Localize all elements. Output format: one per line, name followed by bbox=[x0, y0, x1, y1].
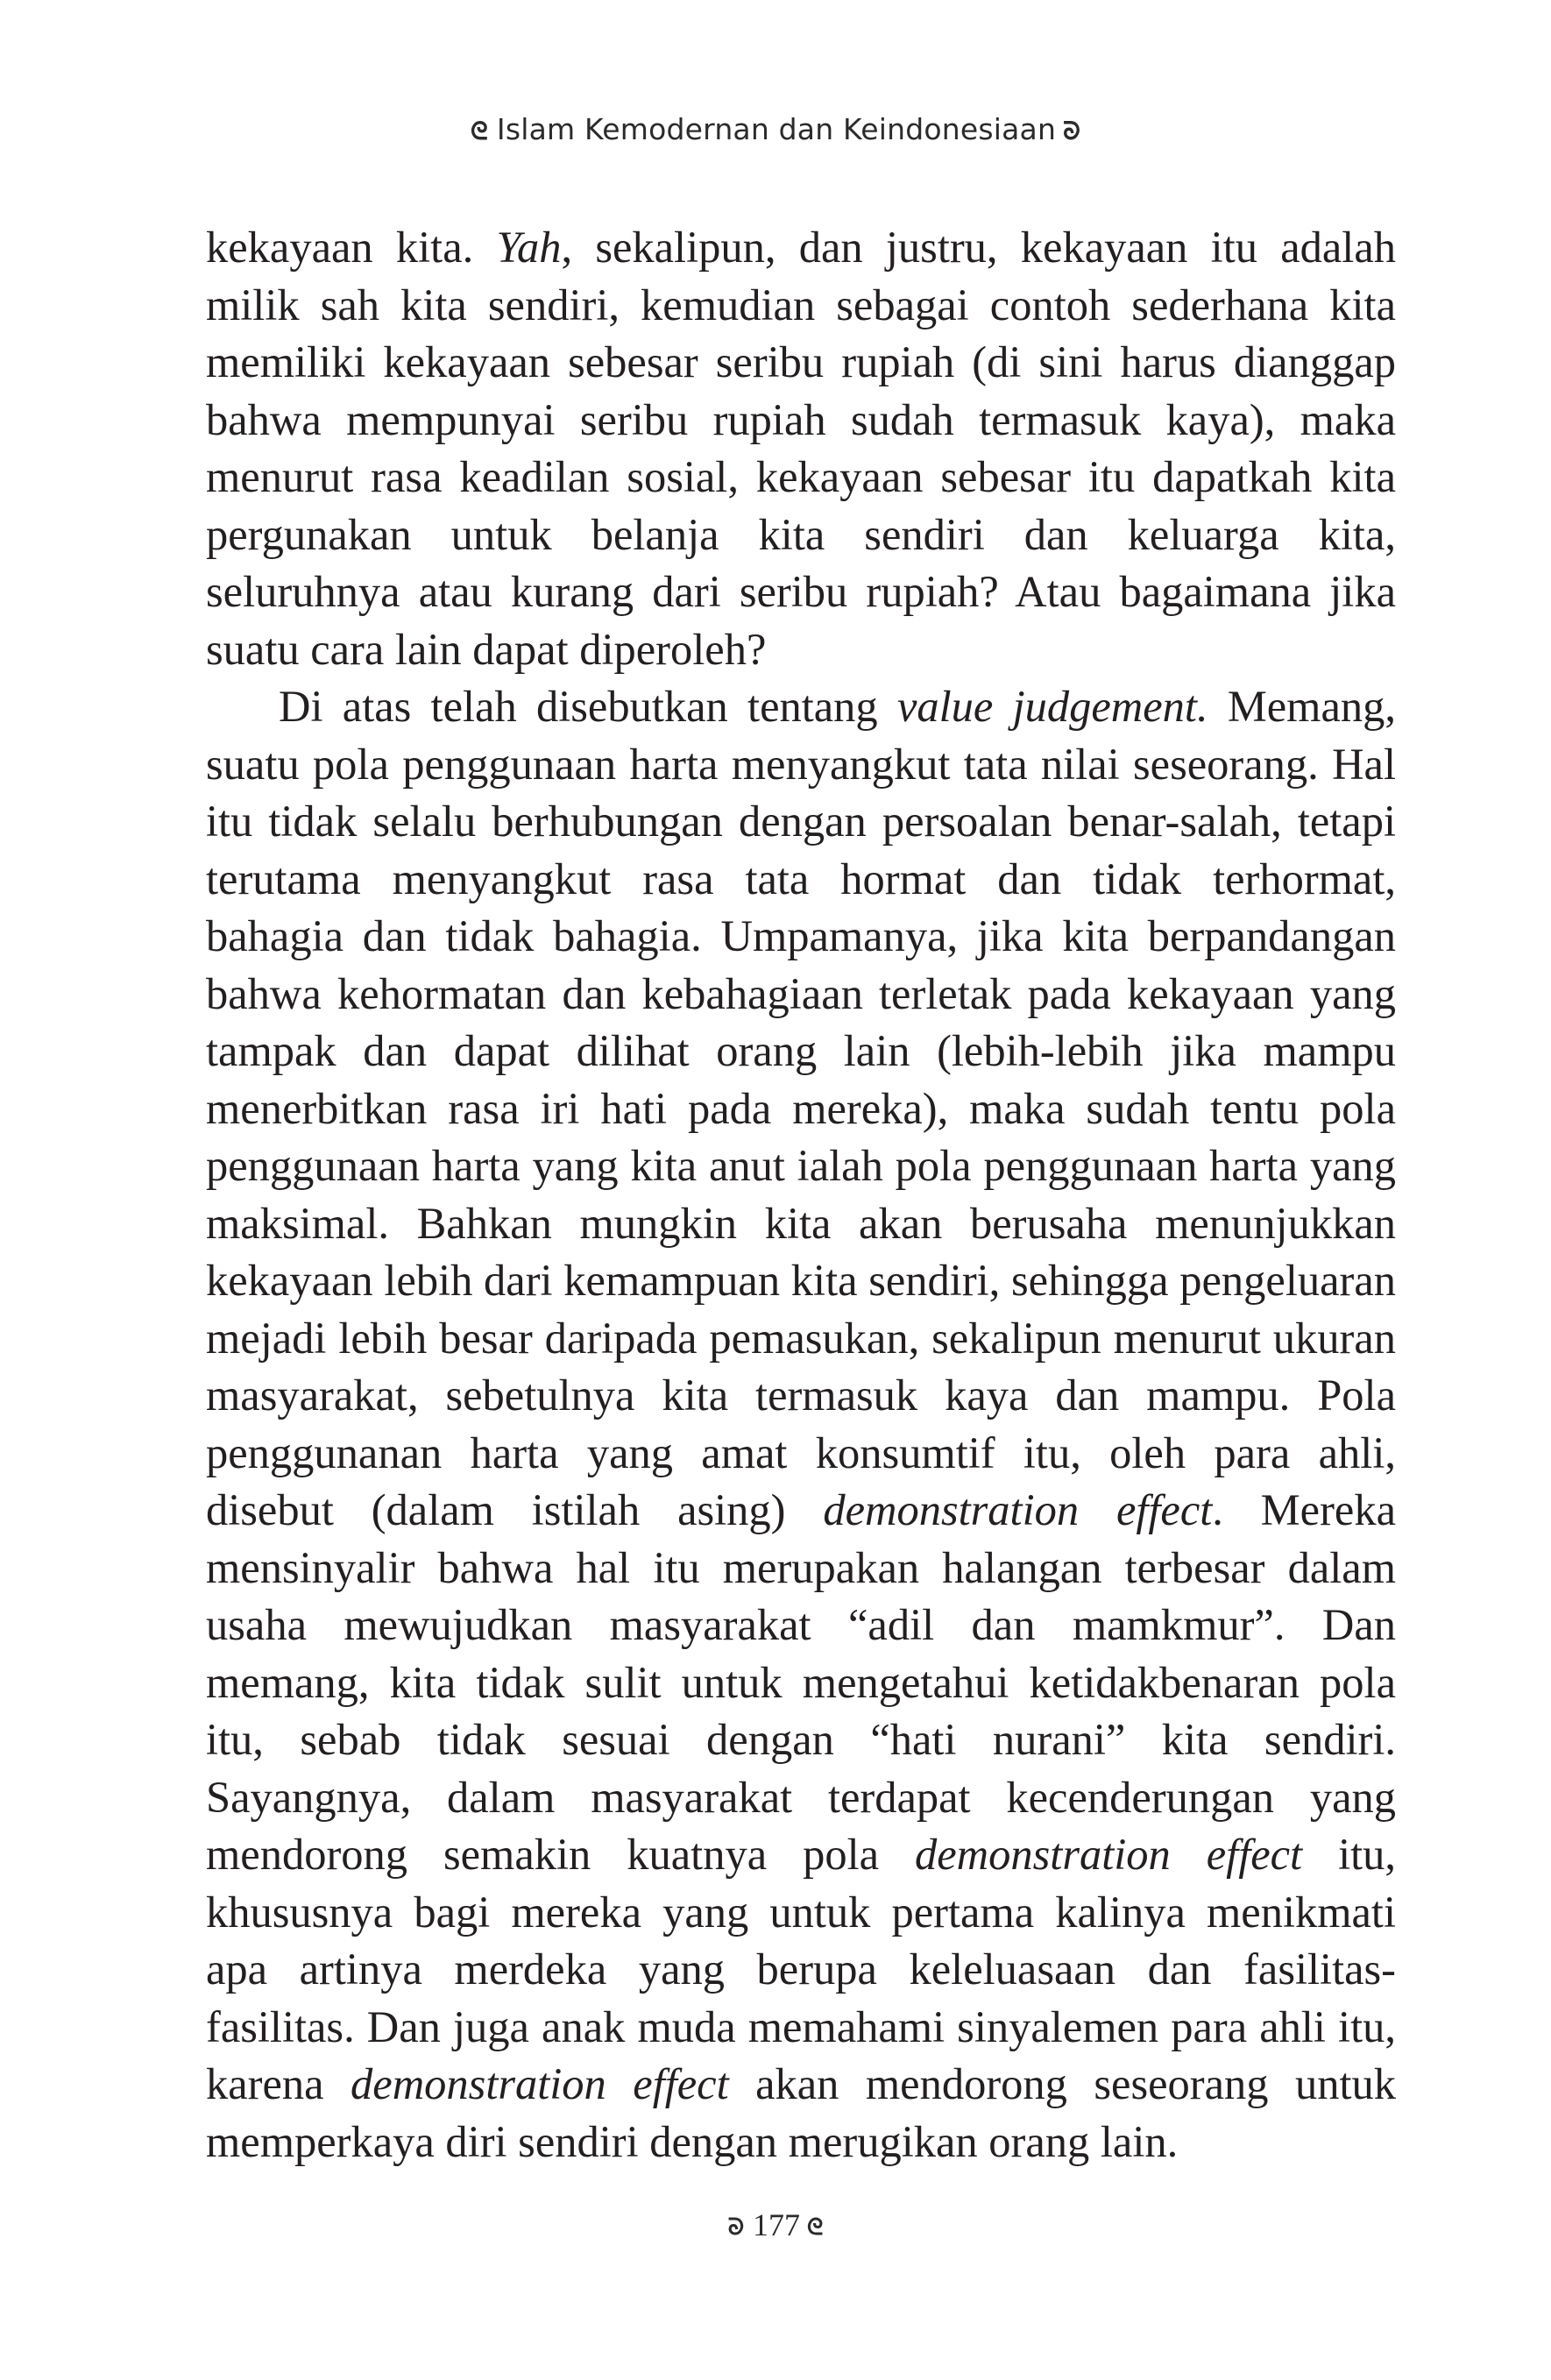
ornament-right-icon: ᘓ bbox=[807, 2214, 824, 2242]
paragraph bbox=[206, 678, 1396, 2171]
ornament-left-icon: ᘐ bbox=[727, 2214, 744, 2242]
text-segment: , sekalipun, dan justru, kekayaan itu adalah milik sah kita sendiri, kemudian sebagai contoh sederhana kita memiliki kekayaan sebesar seribu rupiah (di sini harus dianggap bahwa mempunyai seribu rupiah sudah termasuk kaya), maka menurut rasa keadilan sosial, kekayaan sebesar itu dapatkah kita pergunakan untuk belanja kita sendiri dan keluarga kita, seluruhnya atau kurang dari seribu rupiah? Atau bagaimana jika suatu cara lain dapat diperoleh? bbox=[206, 223, 1396, 674]
text-segment: Di atas telah disebutkan tentang bbox=[279, 682, 897, 731]
paragraph bbox=[206, 219, 1396, 678]
italic-term: demonstration effect bbox=[823, 1485, 1213, 1534]
italic-term: demonstration effect bbox=[351, 2059, 729, 2108]
italic-term: Yah bbox=[496, 223, 562, 272]
italic-term: demonstration effect bbox=[915, 1830, 1303, 1879]
text-segment: Memang, suatu pola penggunaan harta menyangkut tata nilai seseorang. Hal itu tidak selalu berhubungan dengan persoalan benar-salah, tetapi terutama menyangkut rasa tata hormat dan tidak terhormat, bahagia dan tidak bahagia. Umpamanya, jika kita berpandangan bahwa kehormatan dan kebahagiaan terletak pada kekayaan yang tampak dan dapat dilihat orang lain (lebih-lebih jika mampu menerbitkan rasa iri hati pada mereka), maka sudah tentu pola penggunaan harta yang kita anut ialah pola penggunaan harta yang maksimal. Bahkan mungkin kita akan berusaha menunjukkan kekayaan lebih dari kemampuan kita sendiri, sehingga pengeluaran mejadi lebih besar daripada pemasukan, sekalipun menurut ukuran masyarakat, sebetulnya kita termasuk kaya dan mampu. Pola penggunanan harta yang amat konsumtif itu, oleh para ahli, disebut (dalam istilah asing) bbox=[206, 682, 1397, 1534]
ornament-right-icon: ᘐ bbox=[1063, 116, 1081, 145]
running-header bbox=[0, 112, 1551, 146]
body-text bbox=[206, 219, 1396, 2171]
page-number: 177 bbox=[753, 2207, 800, 2242]
page-footer bbox=[0, 2206, 1551, 2243]
running-header-title: Islam Kemodernan dan Keindonesiaan bbox=[496, 112, 1057, 146]
text-segment: kekayaan kita. bbox=[206, 223, 497, 272]
ornament-left-icon: ᘓ bbox=[470, 116, 488, 145]
text-segment: itu, khususnya bagi mereka yang untuk pertama kalinya menikmati apa artinya merdeka yang berupa keleluasaan dan fasilitas-fasilitas. Dan juga anak muda memahami sinyalemen para ahli itu, karena bbox=[206, 1830, 1397, 2108]
text-segment: akan mendorong seseorang untuk memperkaya diri sendiri dengan merugikan orang lain. bbox=[206, 2059, 1396, 2166]
italic-term: value judgement. bbox=[896, 682, 1208, 731]
text-segment: . Mereka mensinyalir bahwa hal itu merupakan halangan terbesar dalam usaha mewujudkan masyarakat “adil dan mamkmur”. Dan memang, kita tidak sulit untuk mengetahui ketidakbenaran pola itu, sebab tidak sesuai dengan “hati nurani” kita sendiri. Sayangnya, dalam masyarakat terdapat kecenderungan yang mendorong semakin kuatnya pola bbox=[206, 1485, 1396, 1879]
